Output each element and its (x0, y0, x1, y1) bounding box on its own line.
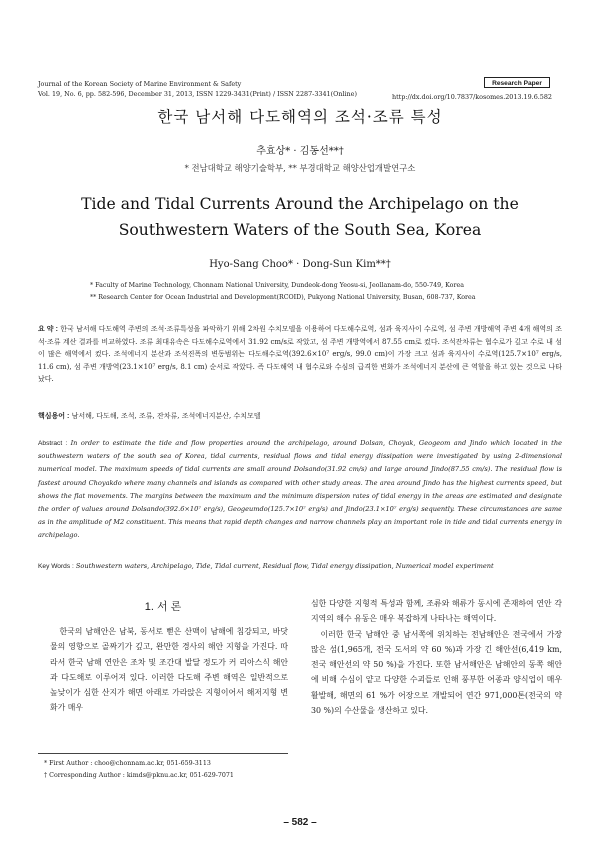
doi-link[interactable]: http://dx.doi.org/10.7837/kosomes.2013.19.6.582 (391, 93, 552, 101)
footnote-divider (38, 753, 288, 754)
footnotes (44, 758, 294, 781)
affiliation-korean: * 전남대학교 해양기술학부, ** 부경대학교 해양산업개발연구소 (184, 163, 416, 173)
keywords-english-text: Southwestern waters, Archipelago, Tide, Tidal current, Residual flow, Tidal energy dissipation, Numerical model experiment (75, 562, 494, 570)
abstract-english-text: In order to estimate the tide and flow properties around the archipelago, around Dolsan, Choyak, Geogeom and Jindo which located in the southwestern waters of the south sea of Korea, tidal currents, residual flows and tidal energy dissipation were investigated by using 2-dimensional numerical model. The maximum speeds of tidal currents are small around Dolsando(31.92 cm/s) and large around Jindo(87.55 cm/s). The residual flow is fastest around Choyakdo where many channels and islands as compared with other study areas. The area around Jindo has the highest currents speed, but shows the flat movements. The margins between the maximum and the minimum dispersion rates of tidal energy in the areas are estimated and designate the order of values around Dolsando(392.6×10⁷ erg/s), Geogeumdo(125.7×10⁷ erg/s) and Jindo(23.1×10⁷ erg/s) sequently. These circumstances are same as in the amplitude of M2 constituent. This means that rapid depth changes and narrow channels play an important role in tide and tidal currents energy in archipelago. (38, 439, 562, 540)
abstract-english (38, 437, 562, 543)
journal-name: Journal of the Korean Society of Marine Environment & Safety (38, 80, 242, 88)
keywords-english (38, 562, 562, 570)
body-paragraph: 심한 다양한 지형적 특성과 함께, 조류와 해류가 동시에 존재하여 연안 각 지역의 해수 유동은 매우 복잡하게 나타나는 해역이다. (311, 599, 562, 624)
abstract-english-label: Abstract : (38, 440, 68, 447)
authors-korean: 추효상* · 김동선**† (256, 146, 344, 157)
abstract-korean (38, 323, 562, 385)
affiliation-english-1: * Faculty of Marine Technology, Chonnam National University, Dundeok-dong Yeosu-si, Jeollanam-do, 550-749, Korea (90, 282, 464, 289)
title-korean: 한국 남서해 다도해역의 조석·조류 특성 (157, 108, 443, 126)
body-paragraph: 이러한 한국 남해안 중 남서쪽에 위치하는 전남해안은 전국에서 가장 많은 섬(1,965개, 전국 도서의 약 60 %)과 가장 긴 해안선(6,419 km, 전국 해안선의 약 50 %)을 가진다. 또한 남서해안은 남해안의 동쪽 해안에 비해 수심이 얕고 다양한 수괴들로 인해 풍부한 어종과 양식업이 매우 활발해, 해면의 61 %가 어장으로 개발되어 연간 971,000톤(전국의 약 30 %)의 수산물을 생산하고 있다. (311, 629, 562, 716)
body-paragraph: 한국의 남해안은 남북, 동서로 뻗은 산맥이 남해에 침강되고, 바닷물의 영향으로 골짜기가 깊고, 완만한 경사의 해안 지형을 가진다. 따라서 한국 남해 연안은 조차 및 조간대 발달 정도가 커 리아스식 해안과 다도해로 이루어져 있다. 이러한 다도해 주변 해역은 일반적으로 높낮이가 심한 산지가 해면 아래로 가라앉은 지형이어서 해저지형 변화가 매우 (50, 627, 288, 713)
section-heading-introduction: 1. 서 론 (144, 601, 182, 613)
abstract-korean-text: 한국 남서해 다도해역 주변의 조석·조류특성을 파악하기 위해 2차원 수치모델을 이용하여 다도해수로역, 섬과 육지사이 수로역, 섬 주변 개방해역 주변 4개 해역의 조석·조류 계산 결과를 비교하였다. 조류 최대유속은 다도해수로역에서 31.92 cm/s로 작았고, 섬 주변 개방역에서 87.55 cm로 컸다. 조석잔차류는 협수로가 깊고 수로 내 섬이 많은 해역에서 컸다. 조석에너지 분산과 조석진폭의 변동범위는 다도해수로역(392.6×10⁷ erg/s, 99.0 cm)이 가장 크고 섬과 육지사이 수로역(125.7×10⁷ erg/s, 11.6 cm), 섬 주변 개방역(23.1×10⁷ erg/s, 8.1 cm) 순서로 작았다. 즉 다도해역 내 협수로와 수심의 급격한 변화가 조석에너지 분산에 큰 역할을 하고 있는 것으로 나타났다. (38, 325, 562, 383)
keywords-korean (38, 411, 562, 421)
body-column-left (50, 624, 288, 716)
journal-volume: Vol. 19, No. 6, pp. 582-596, December 31, 2013, ISSN 1229-3431(Print) / ISSN 2287-3341(Online) (38, 89, 357, 98)
keywords-korean-text: 남서해, 다도해, 조석, 조류, 잔차류, 조석에너지분산, 수치모델 (71, 412, 261, 420)
keywords-korean-label: 핵심용어 : (38, 413, 70, 420)
affiliation-english-2: ** Research Center for Ocean Industrial and Development(RCOID), Pukyong National University, Busan, 608-737, Korea (90, 293, 476, 301)
footnote-first-author: * First Author : choo@chonnam.ac.kr, 051-659-3113 (44, 760, 211, 767)
footnote-corresponding-author: † Corresponding Author : kimds@pknu.ac.kr, 051-629-7071 (44, 771, 234, 779)
keywords-english-label: Key Words : (38, 563, 74, 570)
article-type-badge: Research Paper (484, 77, 550, 88)
affiliation-english (90, 280, 570, 303)
title-english: Tide and Tidal Currents Around the Archipelago on the Southwestern Waters of the South Sea, Korea (81, 195, 519, 239)
body-column-right (311, 596, 562, 718)
abstract-korean-label: 요 약 : (38, 326, 58, 333)
authors-english: Hyo-Sang Choo* · Dong-Sun Kim**† (209, 259, 391, 270)
page-number: – 582 – (283, 817, 317, 828)
